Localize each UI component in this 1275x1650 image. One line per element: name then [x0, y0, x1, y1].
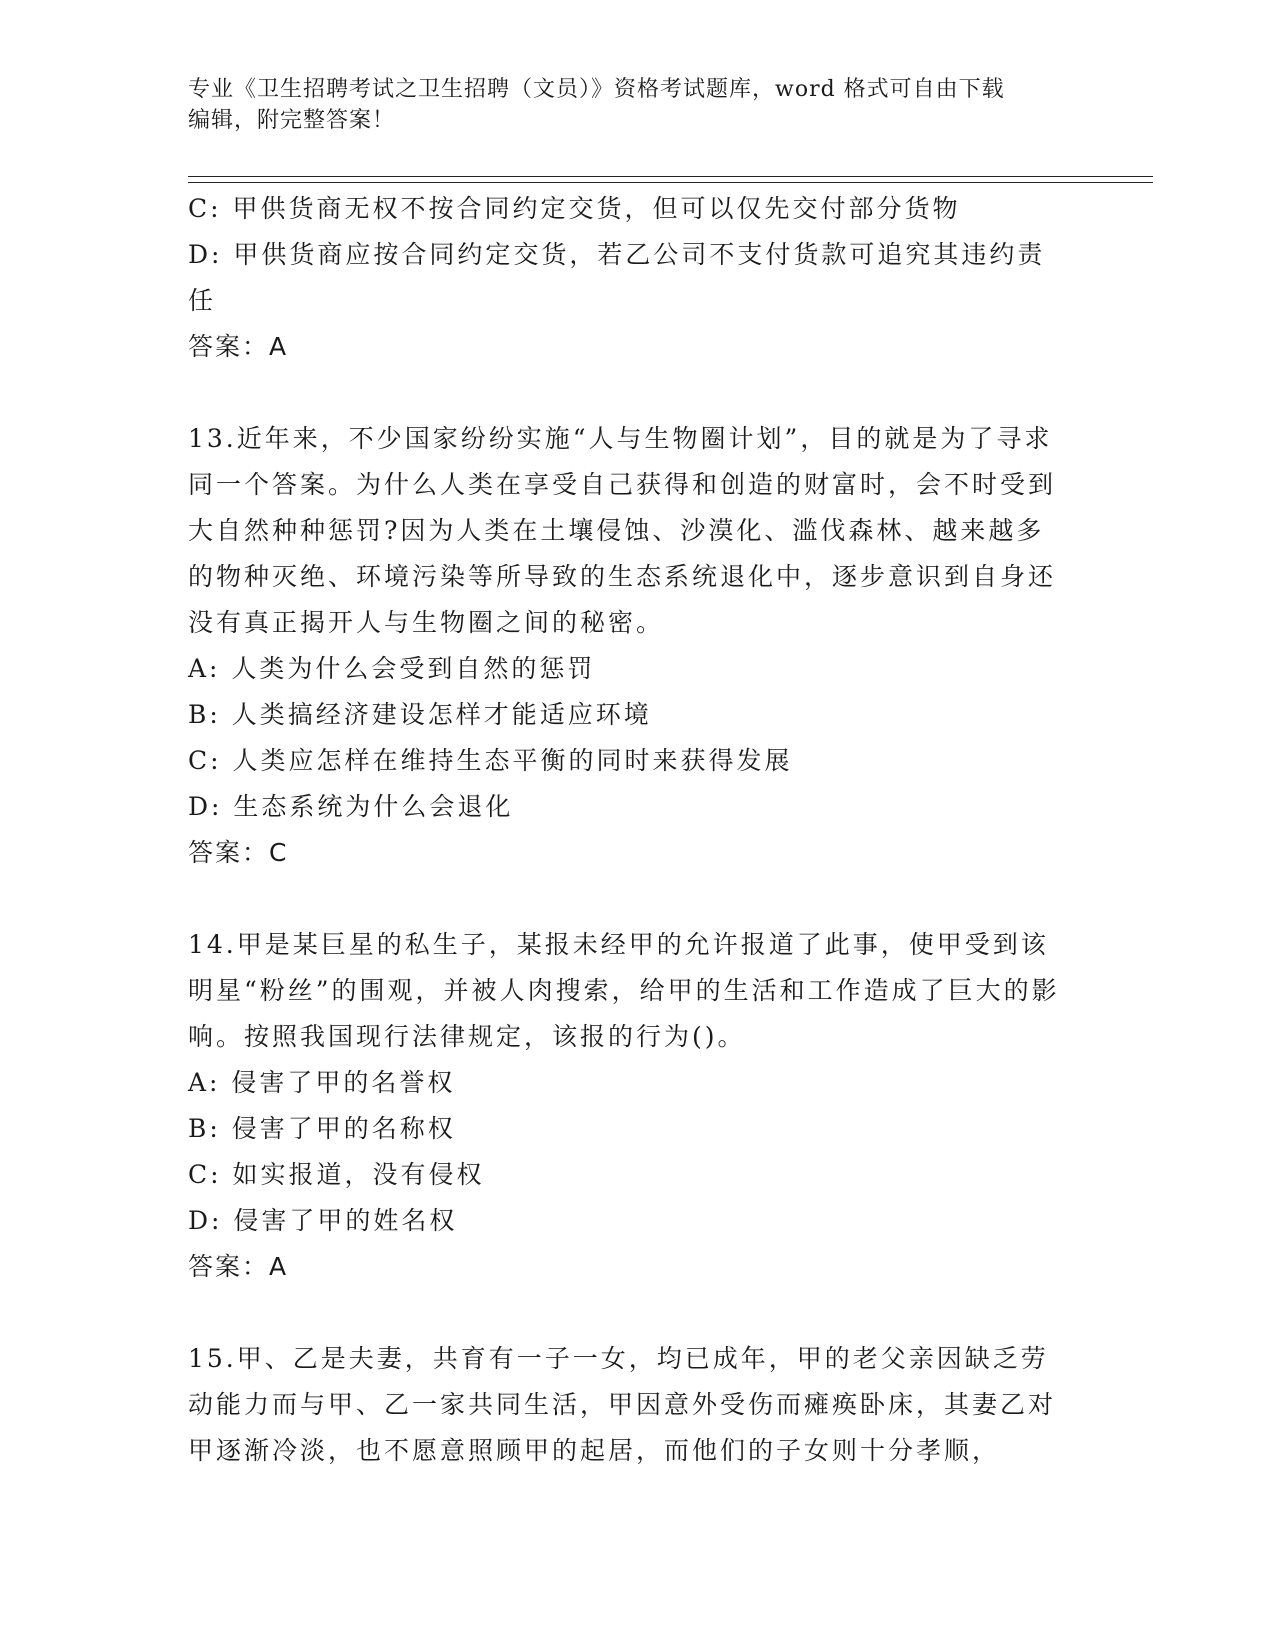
q14-stem: 14.甲是某巨星的私生子，某报未经甲的允许报道了此事，使甲受到该明星“粉丝”的围观，并被人肉搜索，给甲的生活和工作造成了巨大的影响。按照我国现行法律规定，该报的行为()。	[188, 930, 1060, 1051]
question-content	[188, 186, 1068, 1474]
q12-option-c: C: 甲供货商无权不按合同约定交货，但可以仅先交付部分货物	[188, 194, 961, 223]
spacer	[188, 1290, 1068, 1336]
document-header	[188, 74, 1068, 136]
q14-answer: 答案：A	[188, 1252, 289, 1281]
q14-option-b: B: 侵害了甲的名称权	[188, 1114, 456, 1143]
q14-option-a: A: 侵害了甲的名誉权	[188, 1068, 456, 1097]
header-line-1: 专业《卫生招聘考试之卫生招聘（文员）》资格考试题库，word 格式可自由下载	[188, 77, 1005, 102]
header-line-2: 编辑，附完整答案！	[188, 108, 396, 133]
q14-option-d: D: 侵害了甲的姓名权	[188, 1206, 458, 1235]
q13-option-b: B: 人类搞经济建设怎样才能适应环境	[188, 700, 652, 729]
q13-option-c: C: 人类应怎样在维持生态平衡的同时来获得发展	[188, 746, 793, 775]
q15-stem: 15.甲、乙是夫妻，共育有一子一女，均已成年，甲的老父亲因缺乏劳动能力而与甲、乙一家共同生活，甲因意外受伤而瘫痪卧床，其妻乙对甲逐渐冷淡，也不愿意照顾甲的起居，而他们的子女则十分孝顺，	[188, 1344, 1057, 1465]
header-divider-top	[188, 176, 1153, 177]
q13-stem: 13.近年来，不少国家纷纷实施“人与生物圈计划”，目的就是为了寻求同一个答案。为什么人类在享受自己获得和创造的财富时，会不时受到大自然种种惩罚?因为人类在土壤侵蚀、沙漠化、滥伐森林、越来越多的物种灭绝、环境污染等所导致的生态系统退化中，逐步意识到自身还没有真正揭开人与生物圈之间的秘密。	[188, 424, 1057, 637]
q14-option-c: C: 如实报道，没有侵权	[188, 1160, 485, 1189]
header-divider-bottom	[188, 182, 1153, 183]
q13-answer: 答案：C	[188, 838, 289, 867]
q13-option-a: A: 人类为什么会受到自然的惩罚	[188, 654, 596, 683]
spacer	[188, 876, 1068, 922]
spacer	[188, 370, 1068, 416]
q12-option-d: D: 甲供货商应按合同约定交货，若乙公司不支付货款可追究其违约责任	[188, 240, 1046, 315]
q13-option-d: D: 生态系统为什么会退化	[188, 792, 514, 821]
q12-answer: 答案：A	[188, 332, 289, 361]
